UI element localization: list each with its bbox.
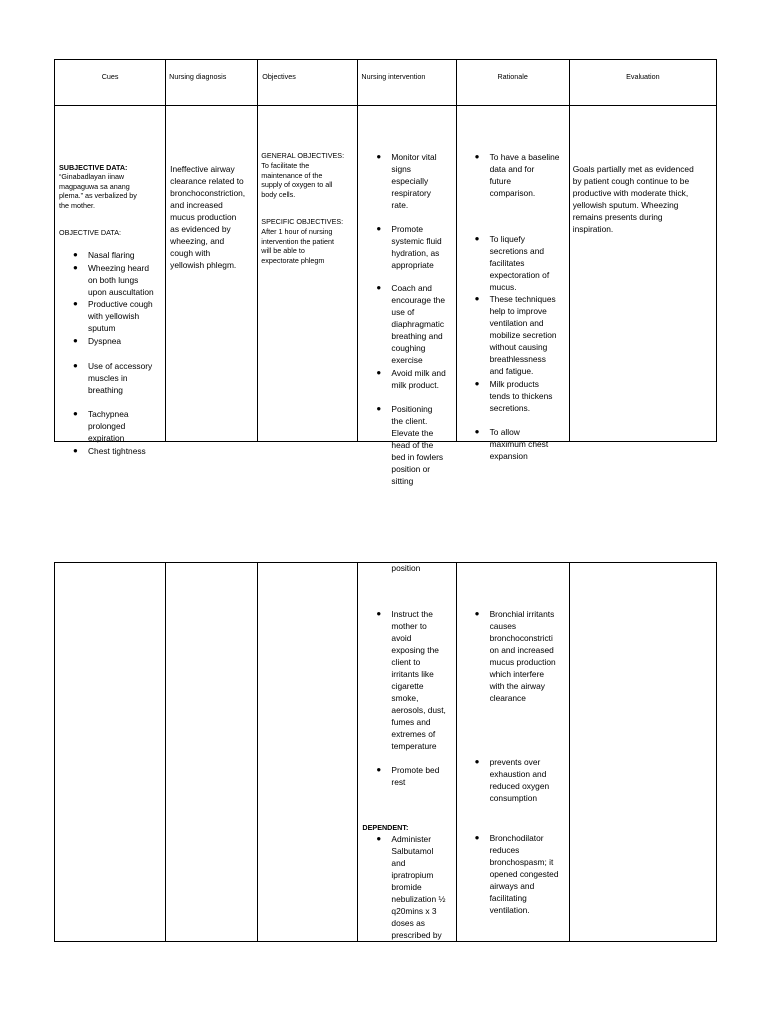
intervention-item: ● Instruct the mother to avoid exposing the client to irritants like cigarette smoke, aerosols, dust, fumes and extremes of temperature bbox=[376, 609, 446, 751]
header-evaluation bbox=[569, 60, 716, 106]
rationale-item: ● Milk products tends to thickens secretions. bbox=[474, 379, 553, 413]
evaluation-cell bbox=[569, 106, 716, 442]
general-objectives-text: To facilitate the maintenance of the supply of oxygen to all body cells. bbox=[261, 161, 333, 199]
care-plan-table-page-1 bbox=[54, 59, 717, 486]
interventions-cell-continued bbox=[358, 563, 456, 942]
cues-cell bbox=[55, 106, 166, 456]
diagnosis-cell bbox=[166, 106, 258, 442]
objective-label: OBJECTIVE DATA: bbox=[59, 228, 122, 237]
objective-item: ● Dyspnea bbox=[73, 336, 122, 346]
intervention-item: ● Avoid milk and milk product. bbox=[376, 368, 446, 390]
rationale-item: ● Bronchodilator reduces bronchospasm; it opened congested airways and facilitating ventilation. bbox=[474, 833, 559, 915]
general-objectives-label: GENERAL OBJECTIVES: bbox=[261, 151, 345, 160]
header-objectives bbox=[258, 60, 358, 106]
rationale-item: ● To allow maximum chest expansion bbox=[474, 427, 549, 461]
rationale-item: ● prevents over exhaustion and reduced oxygen consumption bbox=[474, 757, 550, 803]
header-rationale-label: Rationale bbox=[497, 72, 528, 81]
objective-item: ● Tachypnea prolonged expiration bbox=[73, 409, 129, 443]
objective-item: ● Chest tightness bbox=[73, 446, 146, 456]
header-intervention-label: Nursing intervention bbox=[361, 72, 426, 81]
rationale-cell bbox=[456, 106, 569, 461]
intervention-item: ● Positioning the client. Elevate the head of the bed in fowlers position or sitting bbox=[376, 404, 444, 486]
intervention-continuation: position bbox=[391, 563, 421, 573]
subjective-text: “Ginabadlayan iinaw magpaguwa sa anang plema.” as verbalized by the mother. bbox=[59, 172, 137, 210]
body-row-page-2 bbox=[55, 563, 717, 942]
header-diagnosis-label: Nursing diagnosis bbox=[169, 72, 227, 81]
rationale-item: ● To have a baseline data and for future comparison. bbox=[474, 152, 560, 198]
rationale-item: ● These techniques help to improve ventilation and mobilize secretion without causing breathlessness and fatigue. bbox=[474, 294, 557, 376]
body-row-page-1 bbox=[55, 106, 717, 442]
care-plan-table-page-2 bbox=[54, 562, 717, 942]
rationale-item: ● To liquefy secretions and facilitates expectoration of mucus. bbox=[474, 234, 550, 292]
intervention-item: ● Promote systemic fluid hydration, as appropriate bbox=[376, 224, 442, 270]
objectives-cell bbox=[258, 106, 358, 442]
objectives-cell-continued bbox=[258, 563, 358, 942]
header-rationale bbox=[456, 60, 569, 106]
specific-objectives-label: SPECIFIC OBJECTIVES: bbox=[261, 217, 344, 226]
header-cues-label: Cues bbox=[101, 72, 119, 81]
subjective-label: SUBJECTIVE DATA: bbox=[59, 163, 128, 172]
intervention-item: ● Promote bed rest bbox=[376, 765, 440, 787]
header-diagnosis bbox=[166, 60, 258, 106]
rationale-cell-continued bbox=[456, 563, 569, 942]
header-evaluation-label: Evaluation bbox=[626, 72, 660, 81]
objective-item: ● Wheezing heard on both lungs upon auscultation bbox=[73, 263, 154, 297]
intervention-item: ● Monitor vital signs especially respiratory rate. bbox=[376, 152, 437, 210]
evaluation-cell-continued bbox=[569, 563, 716, 942]
specific-objectives-text: After 1 hour of nursing intervention the patient will be able to expectorate phlegm bbox=[261, 227, 335, 265]
header-intervention bbox=[358, 60, 456, 106]
header-cues bbox=[55, 60, 166, 106]
intervention-item: ● Administer Salbutamol and ipratropium bromide nebulization ½ q20mins x 3 doses as prescribed by bbox=[376, 834, 446, 940]
diagnosis-cell-continued bbox=[166, 563, 258, 942]
intervention-item: ● Coach and encourage the use of diaphragmatic breathing and coughing exercise bbox=[376, 283, 445, 365]
header-objectives-label: Objectives bbox=[262, 72, 296, 81]
dependent-label: DEPENDENT: bbox=[362, 823, 409, 832]
objective-item: ● Productive cough with yellowish sputum bbox=[73, 299, 153, 333]
objective-item: ● Use of accessory muscles in breathing bbox=[73, 361, 153, 395]
objective-item: ● Nasal flaring bbox=[73, 250, 135, 260]
rationale-item: ● Bronchial irritants causes bronchoconstricti on and increased mucus production which interfere with the airway clearance bbox=[474, 609, 556, 703]
diagnosis-text: Ineffective airway clearance related to bronchoconstriction, and increased mucus production as evidenced by wheezing, and cough with yellowish phlegm. bbox=[170, 164, 246, 270]
interventions-cell bbox=[358, 106, 456, 486]
header-row bbox=[55, 60, 717, 106]
cues-cell-continued bbox=[55, 563, 166, 942]
evaluation-text: Goals partially met as evidenced by patient cough continue to be productive with moderate thick, yellowish sputum. Wheezing remains presents during inspiration. bbox=[572, 164, 694, 234]
